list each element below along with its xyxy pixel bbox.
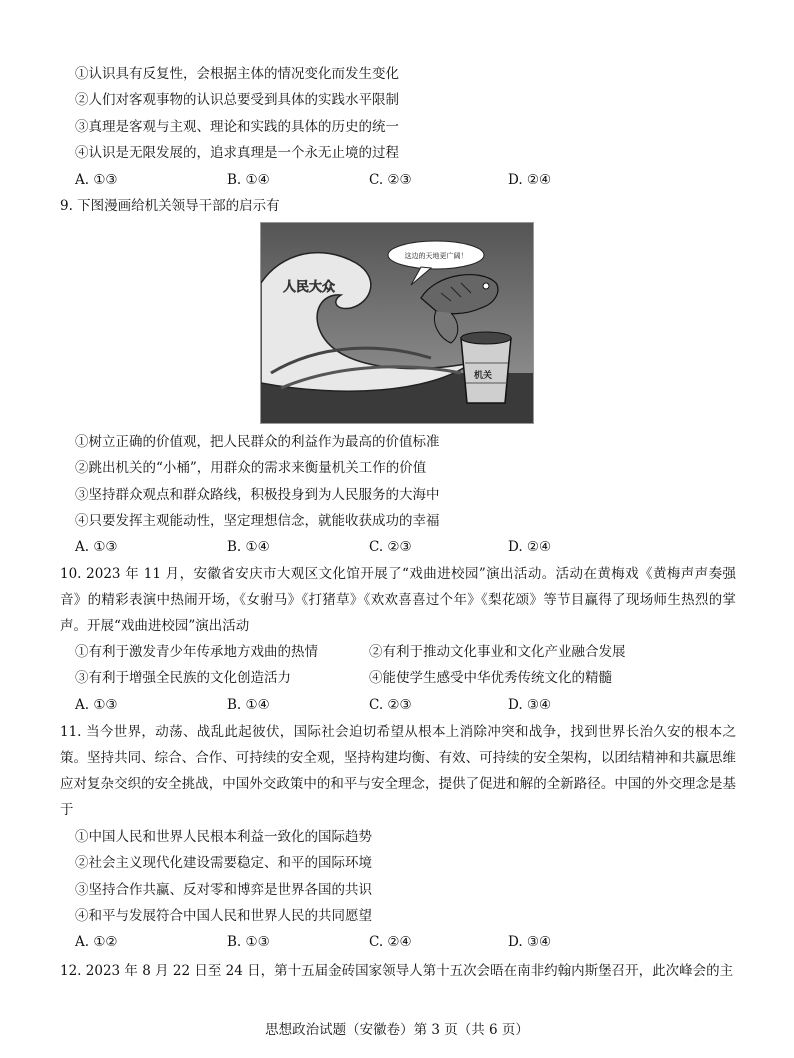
q11-item-1: ①中国人民和世界人民根本利益一致化的国际趋势 <box>75 829 372 845</box>
q10-item-3: ③有利于增强全民族的文化创造活力 <box>75 670 291 686</box>
q10-item-2: ②有利于推动文化事业和文化产业融合发展 <box>369 644 626 660</box>
q11-item-2: ②社会主义现代化建设需要稳定、和平的国际环境 <box>75 855 372 871</box>
q12-stem: 12. 2023 年 8 月 22 日至 24 日，第十五届金砖国家领导人第十五次会晤在南非约翰内斯堡召开，此次峰会的主 <box>60 963 734 979</box>
q9-item-3: ③坚持群众观点和群众路线，积极投身到为人民服务的大海中 <box>75 487 440 503</box>
q9-item-2: ②跳出机关的“小桶”，用群众的需求来衡量机关工作的价值 <box>75 460 427 476</box>
q8-options <box>75 170 675 190</box>
q9-option-c: C. ②③ <box>369 539 412 555</box>
q10-options <box>75 695 675 715</box>
q9-options <box>75 537 675 557</box>
q10-option-b: B. ①④ <box>227 697 270 713</box>
q10-option-d: D. ③④ <box>508 697 552 713</box>
q8-option-b: B. ①④ <box>227 172 270 188</box>
q8-option-c: C. ②③ <box>369 172 412 188</box>
q11-option-a: A. ①② <box>75 934 118 950</box>
page-footer: 思想政治试题（安徽卷）第 3 页（共 6 页） <box>265 1022 529 1038</box>
speech-bubble-text: 这边的天地更广阔！ <box>404 252 468 260</box>
bucket-label: 机关 <box>473 371 493 381</box>
q10-item-1: ①有利于激发青少年传承地方戏曲的热情 <box>75 644 318 660</box>
q9-option-a: A. ①③ <box>75 539 118 555</box>
q11-item-4: ④和平与发展符合中国人民和世界人民的共同愿望 <box>75 908 372 924</box>
q8-item-1: ①认识具有反复性，会根据主体的情况变化而发生变化 <box>75 66 399 82</box>
q10-option-a: A. ①③ <box>75 697 118 713</box>
q8-item-2: ②人们对客观事物的认识总要受到具体的实践水平限制 <box>75 92 399 108</box>
q11-option-c: C. ②④ <box>369 934 412 950</box>
q8-option-d: D. ②④ <box>508 172 552 188</box>
q9-option-b: B. ①④ <box>227 539 270 555</box>
bucket-shape <box>461 332 511 403</box>
q11-option-b: B. ①③ <box>227 934 270 950</box>
q10-items-row-1 <box>75 642 695 662</box>
q10-items-row-2 <box>75 668 695 688</box>
q10-item-4: ④能使学生感受中华优秀传统文化的精髓 <box>369 670 612 686</box>
q8-item-4: ④认识是无限发展的，追求真理是一个永无止境的过程 <box>75 145 399 161</box>
q8-option-a: A. ①③ <box>75 172 118 188</box>
wave-label: 人民大众 <box>283 280 336 295</box>
q9-item-1: ①树立正确的价值观，把人民群众的利益作为最高的价值标准 <box>75 434 440 450</box>
q11-item-3: ③坚持合作共赢、反对零和博弈是世界各国的共识 <box>75 882 372 898</box>
q9-stem: 9. 下图漫画给机关领导干部的启示有 <box>60 198 280 214</box>
q8-item-3: ③真理是客观与主观、理论和实践的具体的历史的统一 <box>75 119 399 135</box>
cartoon-image <box>260 222 534 424</box>
q11-options <box>75 932 675 952</box>
q11-stem: 11. 当今世界，动荡、战乱此起彼伏，国际社会迫切希望从根本上消除冲突和战争，找到世界长治久安的根本之策。坚持共同、综合、合作、可持续的安全观，坚持构建均衡、有效、可持续的安全架构，以团结精神和共赢思维应对复杂交织的安全挑战，中国外交政策中的和平与安全理念，提供了促进和解的全新路径。中国的外交理念是基于 <box>60 724 736 818</box>
q10-option-c: C. ②③ <box>369 697 412 713</box>
q9-option-d: D. ②④ <box>508 539 552 555</box>
q11-option-d: D. ③④ <box>508 934 552 950</box>
q10-stem: 10. 2023 年 11 月，安徽省安庆市大观区文化馆开展了“戏曲进校园”演出活动。活动在黄梅戏《黄梅声声奏强音》的精彩表演中热闹开场，《女驸马》《打猪草》《欢欢喜喜过个年》《梨花颂》等节目赢得了现场师生热烈的掌声。开展“戏曲进校园”演出活动 <box>60 566 736 634</box>
q9-item-4: ④只要发挥主观能动性，坚定理想信念，就能收获成功的幸福 <box>75 513 440 529</box>
